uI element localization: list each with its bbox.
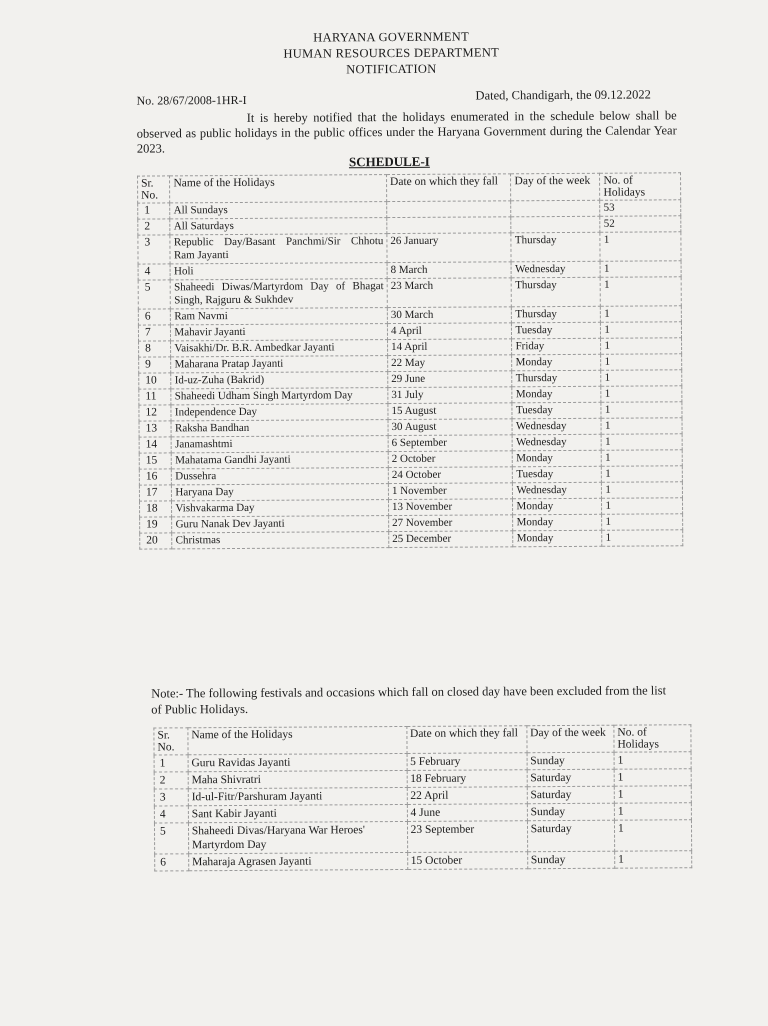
cell-count: 1 — [614, 769, 691, 786]
dated-line: Dated, Chandigarh, the 09.12.2022 — [475, 87, 651, 103]
cell-count: 1 — [601, 306, 682, 322]
header-name: Name of the Holidays — [170, 175, 387, 203]
cell-date: 1 November — [388, 483, 513, 500]
header-date: Date on which they fall — [406, 726, 526, 754]
cell-sr: 15 — [139, 453, 172, 469]
cell-day: Tuesday — [512, 322, 601, 339]
cell-sr: 4 — [154, 806, 188, 823]
cell-day: Sunday — [527, 803, 614, 821]
cell-count: 1 — [602, 450, 683, 466]
cell-day — [511, 216, 600, 233]
cell-name: Shaheedi Udham Singh Martyrdom Day — [171, 388, 388, 405]
cell-sr: 5 — [138, 280, 171, 309]
cell-name: Guru Ravidas Jayanti — [188, 753, 407, 771]
cell-day: Monday — [512, 386, 601, 403]
cell-count: 1 — [601, 370, 682, 386]
schedule-table — [137, 172, 683, 549]
cell-name: Vishvakarma Day — [172, 500, 389, 517]
cell-date: 26 January — [387, 233, 512, 263]
cell-name: Janamashtmi — [172, 436, 389, 453]
cell-sr: 7 — [138, 325, 171, 341]
cell-count: 1 — [601, 354, 682, 370]
cell-count: 1 — [601, 277, 682, 306]
cell-count: 1 — [615, 851, 692, 868]
header-count: No. of Holidays — [614, 725, 691, 752]
cell-sr: 14 — [139, 437, 172, 453]
table-row — [155, 851, 692, 871]
cell-day: Wednesday — [513, 434, 602, 451]
cell-sr: 12 — [139, 405, 172, 421]
cell-sr: 11 — [139, 389, 172, 405]
table-row — [154, 820, 691, 854]
cell-date: 27 November — [389, 515, 514, 532]
header-date: Date on which they fall — [386, 174, 511, 202]
table-header-row — [154, 725, 691, 755]
reference-number: No. 28/67/2008-1HR-I — [136, 92, 247, 108]
cell-day: Monday — [513, 450, 602, 467]
cell-name: Shaheedi Diwas/Martyrdom Day of Bhagat Singh, Rajguru & Sukhdev — [171, 279, 388, 309]
schedule-title: SCHEDULE-I — [348, 153, 430, 170]
cell-date: 31 July — [388, 387, 513, 404]
cell-date: 15 October — [407, 852, 527, 870]
cell-count: 1 — [601, 338, 682, 354]
note-paragraph: Note:- The following festivals and occasions which fall on closed day have been excluded from the list of Public Holidays. — [151, 683, 667, 717]
cell-date: 23 March — [387, 278, 512, 308]
header-day: Day of the week — [511, 173, 600, 201]
cell-name: Mahavir Jayanti — [171, 324, 388, 341]
cell-name: Haryana Day — [172, 484, 389, 501]
cell-count: 1 — [601, 402, 682, 418]
cell-day: Sunday — [527, 851, 614, 869]
table-row — [138, 277, 681, 309]
cell-count: 1 — [601, 322, 682, 338]
cell-name: Christmas — [172, 532, 389, 549]
cell-sr: 10 — [139, 373, 172, 389]
excluded-table — [153, 724, 692, 871]
cell-name: Id-uz-Zuha (Bakrid) — [171, 372, 388, 389]
intro-paragraph — [137, 108, 677, 156]
cell-name: Raksha Bandhan — [171, 420, 388, 437]
cell-count: 1 — [614, 820, 691, 851]
cell-name: Maha Shivratri — [188, 770, 407, 788]
cell-count: 1 — [614, 803, 691, 820]
cell-day: Sunday — [527, 752, 614, 770]
cell-day: Thursday — [512, 277, 601, 307]
cell-count: 52 — [600, 216, 681, 232]
cell-sr: 9 — [139, 357, 172, 373]
cell-day — [511, 200, 600, 217]
cell-name: Sant Kabir Jayanti — [188, 804, 407, 822]
cell-sr: 1 — [138, 203, 171, 219]
cell-date: 14 April — [388, 339, 513, 356]
cell-date — [387, 217, 512, 234]
cell-count: 1 — [600, 232, 681, 261]
cell-name: All Sundays — [170, 202, 387, 219]
cell-name: Mahatama Gandhi Jayanti — [172, 452, 389, 469]
header-name: Name of the Holidays — [188, 726, 407, 754]
cell-count: 1 — [602, 482, 683, 498]
cell-date: 18 February — [407, 770, 527, 788]
cell-sr: 19 — [140, 517, 173, 533]
cell-name: Guru Nanak Dev Jayanti — [172, 516, 389, 533]
cell-name: Dussehra — [172, 468, 389, 485]
header-government: HARYANA GOVERNMENT — [313, 29, 470, 45]
cell-day: Tuesday — [512, 402, 601, 419]
cell-date: 23 September — [407, 821, 527, 853]
cell-date: 6 September — [388, 435, 513, 452]
cell-sr: 2 — [154, 772, 188, 789]
header-sr: Sr. No. — [154, 728, 188, 755]
cell-day: Thursday — [511, 232, 600, 262]
cell-day: Thursday — [512, 306, 601, 323]
cell-date: 8 March — [387, 262, 512, 279]
cell-day: Saturday — [527, 769, 614, 787]
cell-day: Monday — [512, 354, 601, 371]
cell-name: Maharaja Agrasen Jayanti — [189, 852, 408, 870]
cell-day: Saturday — [527, 820, 614, 852]
cell-count: 53 — [600, 200, 681, 216]
cell-sr: 3 — [138, 235, 171, 264]
cell-date: 4 April — [387, 323, 512, 340]
cell-date: 2 October — [388, 451, 513, 468]
cell-sr: 20 — [140, 533, 173, 549]
cell-name: Republic Day/Basant Panchmi/Sir Chhotu Ram Jayanti — [170, 234, 387, 264]
cell-date: 24 October — [388, 467, 513, 484]
cell-day: Wednesday — [512, 418, 601, 435]
cell-day: Wednesday — [512, 261, 601, 278]
cell-count: 1 — [601, 386, 682, 402]
table-row — [138, 232, 681, 264]
cell-name: Ram Navmi — [171, 308, 388, 325]
header-count: No. of Holidays — [600, 173, 681, 200]
cell-day: Monday — [513, 530, 602, 547]
header-notification: NOTIFICATION — [346, 61, 437, 77]
cell-sr: 4 — [138, 264, 171, 280]
cell-count: 1 — [602, 434, 683, 450]
cell-sr: 18 — [140, 501, 173, 517]
cell-sr: 8 — [139, 341, 172, 357]
table-row — [140, 530, 683, 549]
cell-count: 1 — [602, 514, 683, 530]
cell-date: 5 February — [407, 753, 527, 771]
cell-name: All Saturdays — [170, 218, 387, 235]
cell-sr: 6 — [138, 309, 171, 325]
cell-count: 1 — [614, 786, 691, 803]
cell-name: Maharana Pratap Jayanti — [171, 356, 388, 373]
cell-date: 22 May — [388, 355, 513, 372]
cell-date: 30 August — [388, 419, 513, 436]
cell-date: 22 April — [407, 787, 527, 805]
cell-date: 4 June — [407, 804, 527, 822]
header-day: Day of the week — [527, 725, 614, 753]
cell-sr: 13 — [139, 421, 172, 437]
cell-name: Independence Day — [171, 404, 388, 421]
cell-date: 15 August — [388, 403, 513, 420]
cell-date: 25 December — [389, 531, 514, 548]
cell-day: Friday — [512, 338, 601, 355]
cell-sr: 2 — [138, 219, 171, 235]
cell-count: 1 — [602, 466, 683, 482]
cell-day: Tuesday — [513, 466, 602, 483]
cell-date: 13 November — [388, 499, 513, 516]
cell-date: 30 March — [387, 307, 512, 324]
cell-count: 1 — [601, 418, 682, 434]
header-sr: Sr. No. — [138, 176, 171, 203]
header-department: HUMAN RESOURCES DEPARTMENT — [283, 45, 500, 61]
cell-day: Monday — [513, 514, 602, 531]
cell-date — [387, 201, 512, 218]
cell-count: 1 — [602, 498, 683, 514]
cell-name: Shaheedi Divas/Haryana War Heroes' Martyrdom Day — [188, 821, 407, 853]
intro-text: It is hereby notified that the holidays enumerated in the schedule below shall be observed as public holidays in the public offices under the Haryana Government during the Calendar Year 2023. — [136, 108, 677, 156]
cell-name: Id-ul-Fitr/Parshuram Jayanti — [188, 787, 407, 805]
cell-sr: 3 — [154, 789, 188, 806]
cell-day: Saturday — [527, 786, 614, 804]
cell-day: Wednesday — [513, 482, 602, 499]
cell-count: 1 — [614, 752, 691, 769]
cell-sr: 6 — [155, 854, 189, 871]
cell-count: 1 — [602, 530, 683, 546]
table-header-row — [138, 173, 681, 203]
cell-name: Vaisakhi/Dr. B.R. Ambedkar Jayanti — [171, 340, 388, 357]
cell-sr: 1 — [154, 755, 188, 772]
cell-sr: 16 — [139, 469, 172, 485]
cell-date: 29 June — [388, 371, 513, 388]
cell-sr: 17 — [139, 485, 172, 501]
cell-day: Thursday — [512, 370, 601, 387]
cell-sr: 5 — [154, 823, 188, 854]
cell-day: Monday — [513, 498, 602, 515]
cell-name: Holi — [170, 263, 387, 280]
cell-count: 1 — [600, 261, 681, 277]
